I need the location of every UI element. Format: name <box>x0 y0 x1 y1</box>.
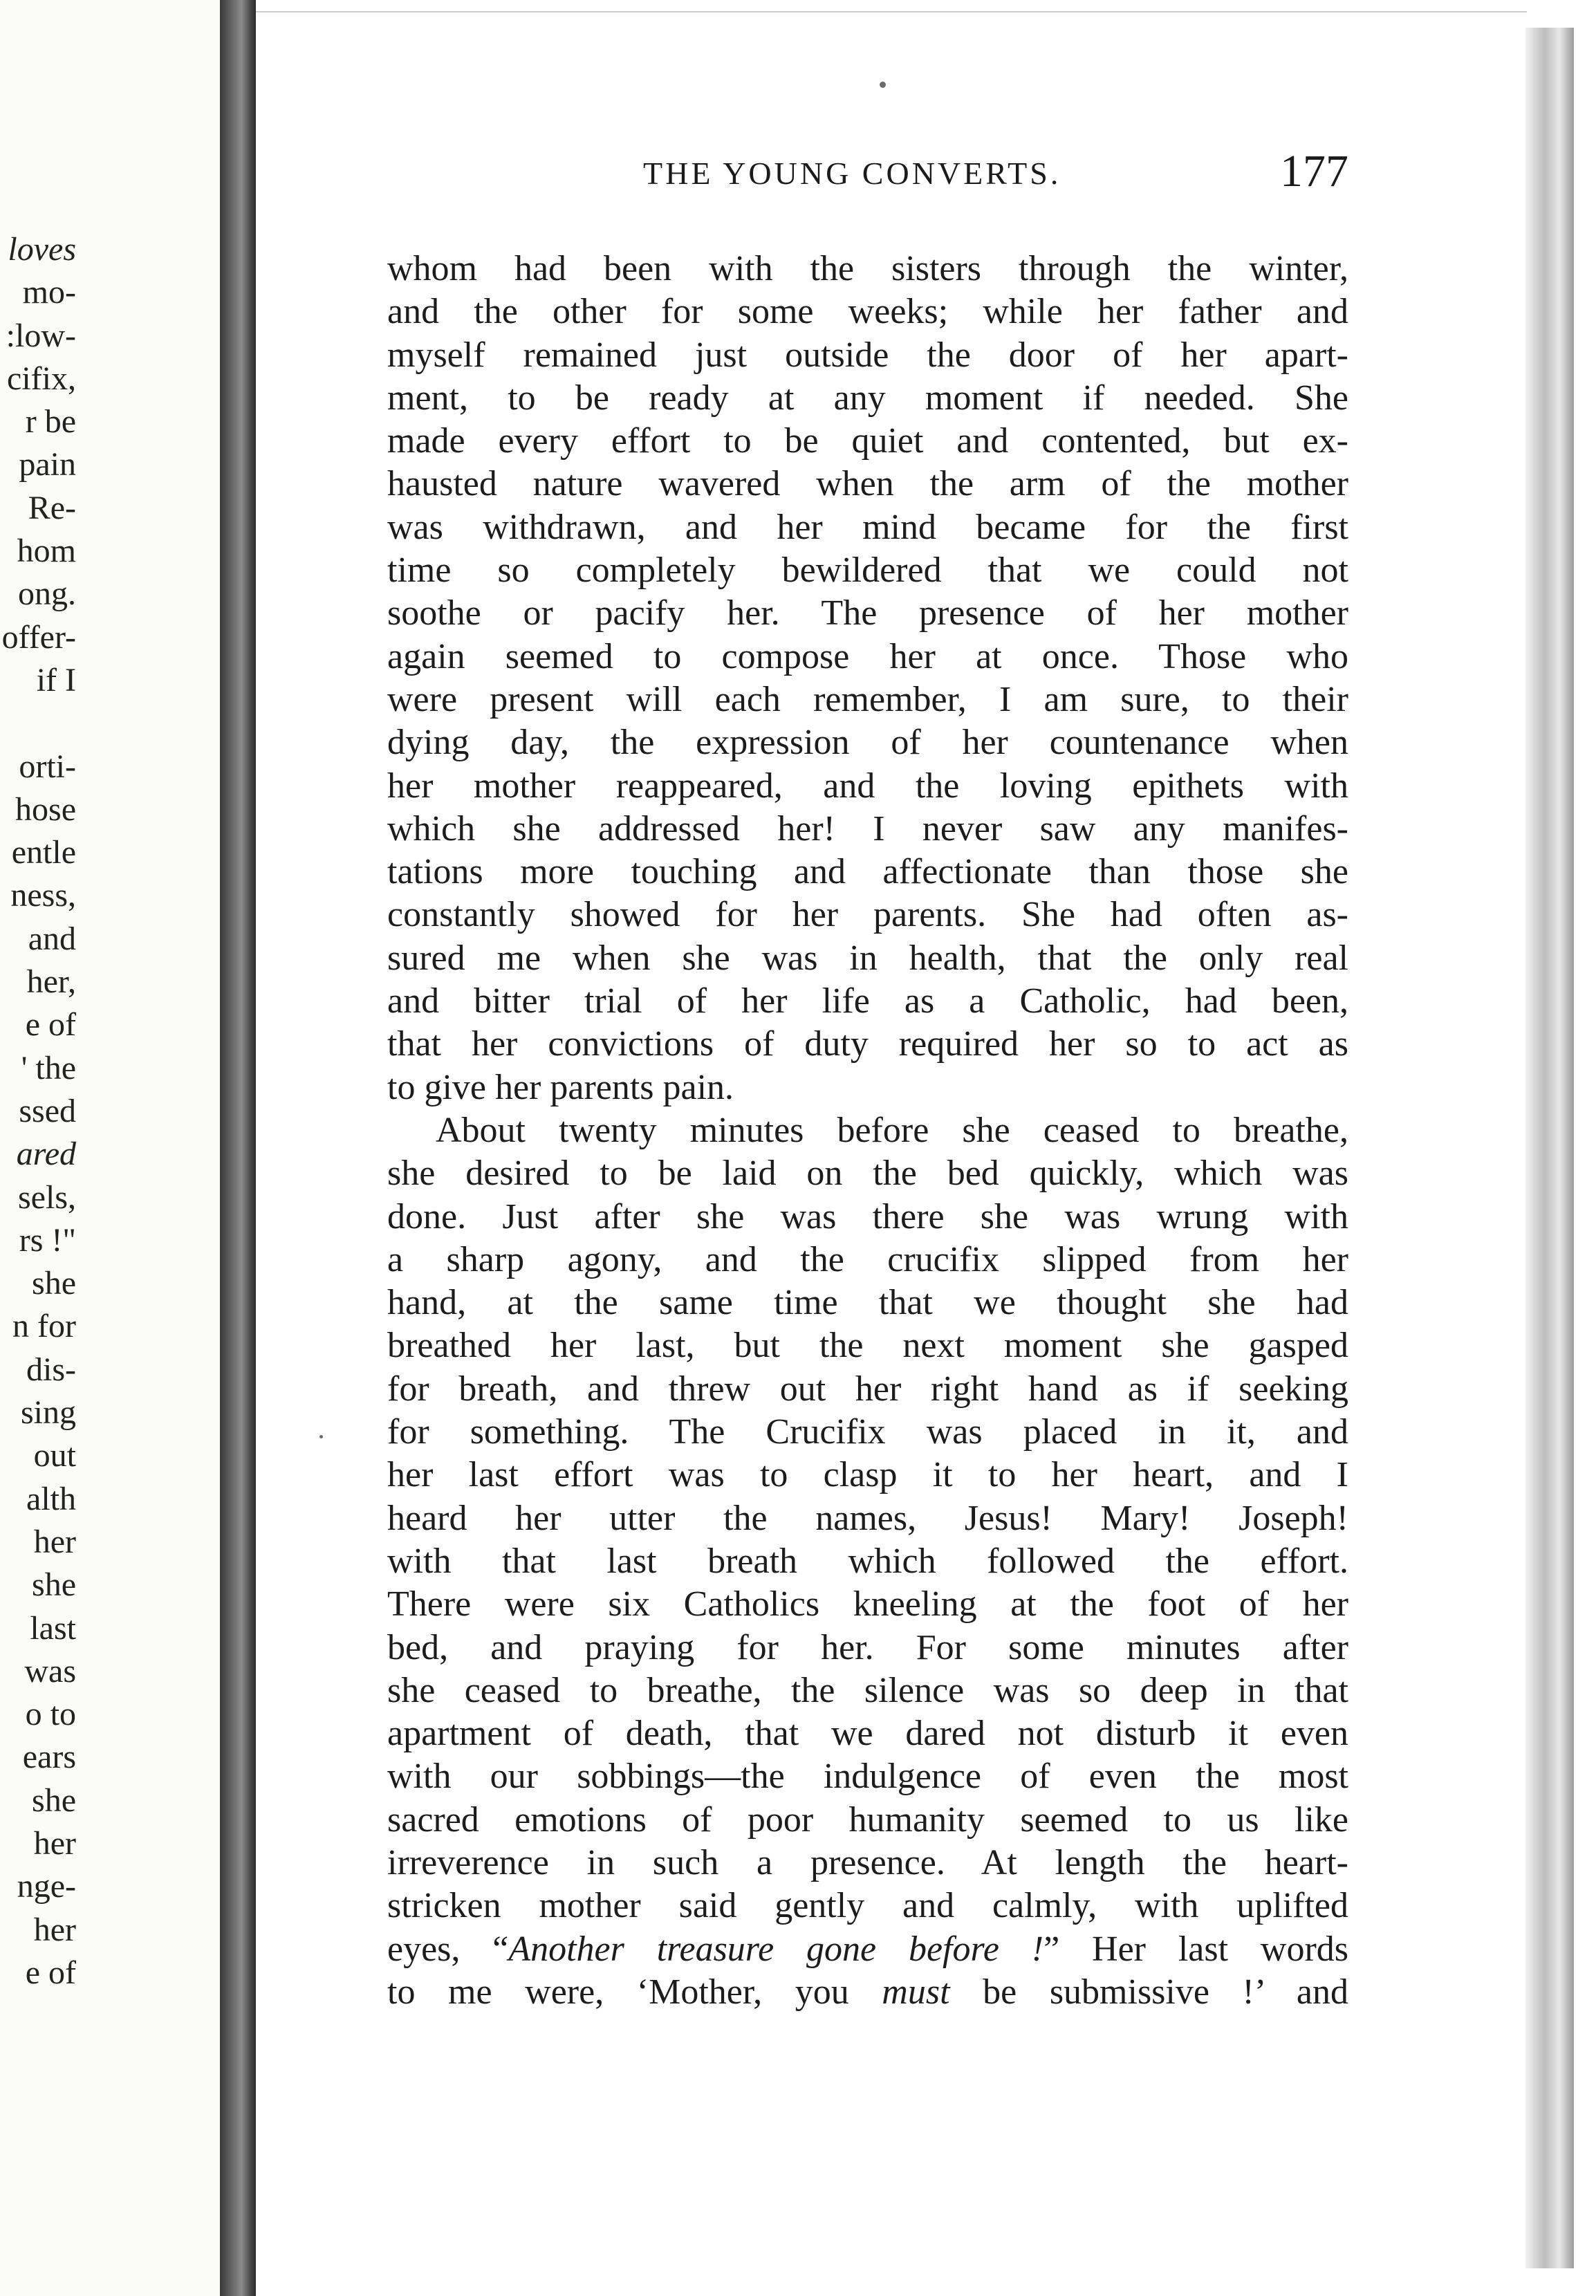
text-line: ment, to be ready at any moment if needed. She <box>387 378 1348 418</box>
left-page-line: loves <box>8 231 76 268</box>
left-page-line: she <box>32 1566 76 1604</box>
left-page-line: orti- <box>19 748 76 785</box>
left-page-line: Re- <box>28 489 76 526</box>
text-line: to give her parents pain. <box>387 1067 734 1107</box>
left-page-line: e of <box>25 1006 76 1044</box>
left-page-line: e of <box>25 1954 76 1991</box>
left-page-line: alth <box>26 1480 76 1517</box>
left-page-line: n for <box>12 1308 76 1345</box>
text-run: ” Her last words <box>1043 1929 1348 1969</box>
book-gutter <box>220 0 256 2296</box>
left-page-line: and <box>28 920 76 957</box>
left-page-text <box>0 228 232 1994</box>
text-line: hausted nature wavered when the arm of the mother <box>387 464 1348 504</box>
running-head <box>387 145 1348 201</box>
text-line: bed, and praying for her. For some minutes after <box>387 1627 1348 1667</box>
text-line: her last effort was to clasp it to her heart, and I <box>387 1455 1348 1495</box>
text-line: hand, at the same time that we thought she had <box>387 1283 1348 1323</box>
left-page-line: she <box>32 1781 76 1819</box>
text-line: for breath, and threw out her right hand as if seeking <box>387 1369 1348 1409</box>
body-text <box>387 248 1348 2014</box>
italic-phrase: Another treasure gone before ! <box>508 1929 1044 1969</box>
text-line: heard her utter the names, Jesus! Mary! Joseph! <box>387 1498 1348 1538</box>
text-line: stricken mother said gently and calmly, with uplifted <box>387 1886 1348 1926</box>
ink-speck <box>319 1435 323 1438</box>
text-line: a sharp agony, and the crucifix slipped from her <box>387 1239 1348 1279</box>
left-page-line: out <box>33 1437 76 1474</box>
text-line: made every effort to be quiet and contented, but ex- <box>387 421 1348 461</box>
text-line: soothe or pacify her. The presence of her mother <box>387 593 1348 633</box>
text-line: she ceased to breathe, the silence was so deep in that <box>387 1670 1348 1710</box>
page-edge <box>1525 28 1574 2268</box>
left-page-line: r be <box>25 403 76 441</box>
text-line <box>387 1971 1348 2014</box>
running-title: THE YOUNG CONVERTS. <box>643 156 1061 191</box>
left-page-line <box>0 702 232 745</box>
left-page-line: her <box>33 1824 76 1862</box>
left-page-line: pain <box>19 446 76 483</box>
left-page-line: o to <box>25 1696 76 1733</box>
text-line: and bitter trial of her life as a Catholic, had been, <box>387 981 1348 1021</box>
text-line: with that last breath which followed the effort. <box>387 1541 1348 1581</box>
text-line: sacred emotions of poor humanity seemed to us like <box>387 1799 1348 1840</box>
left-page-line: mo- <box>22 274 76 311</box>
left-page-line: entle <box>11 834 76 871</box>
text-line: which she addressed her! I never saw any manifes- <box>387 808 1348 849</box>
left-page-line: nge- <box>17 1868 76 1905</box>
left-page-line: ness, <box>10 877 76 914</box>
text-line: sured me when she was in health, that the only real <box>387 938 1348 978</box>
text-line: time so completely bewildered that we could not <box>387 550 1348 591</box>
text-line: About twenty minutes before she ceased to breathe, <box>436 1110 1348 1150</box>
text-line: and the other for some weeks; while her father and <box>387 292 1348 332</box>
left-page-line: dis- <box>26 1351 76 1388</box>
left-page-line: cifix, <box>7 360 76 397</box>
left-page-line: offer- <box>1 618 76 656</box>
left-page-line: was <box>24 1652 76 1689</box>
text-line: constantly showed for her parents. She had often as- <box>387 895 1348 935</box>
text-line: tations more touching and affectionate than those she <box>387 852 1348 892</box>
text-line: There were six Catholics kneeling at the foot of her <box>387 1584 1348 1624</box>
text-run: to me were, ‘Mother, you <box>387 1972 882 2012</box>
text-run: eyes, “ <box>387 1929 509 1969</box>
text-line: with our sobbings—the indulgence of even the most <box>387 1757 1348 1797</box>
page-number: 177 <box>1280 146 1348 196</box>
left-page-line: her, <box>26 963 76 1001</box>
left-page-line: :low- <box>6 317 76 354</box>
left-page-line: hose <box>15 790 76 828</box>
text-run: be submissive !’ and <box>949 1972 1348 2012</box>
left-page-line: rs !" <box>19 1221 76 1259</box>
text-line: that her convictions of duty required her so to act as <box>387 1024 1348 1064</box>
text-line: for something. The Crucifix was placed in it, and <box>387 1412 1348 1452</box>
italic-phrase: must <box>882 1972 950 2012</box>
text-line: done. Just after she was there she was wrung with <box>387 1196 1348 1237</box>
left-page-line: last <box>30 1609 76 1647</box>
text-line: again seemed to compose her at once. Those who <box>387 636 1348 676</box>
left-page-fragment <box>0 0 233 2296</box>
left-page-line: sing <box>20 1394 76 1432</box>
text-line: were present will each remember, I am sure, to their <box>387 679 1348 719</box>
text-line: dying day, the expression of her countenance when <box>387 723 1348 763</box>
text-line: was withdrawn, and her mind became for the first <box>387 507 1348 547</box>
left-page-line: hom <box>17 533 76 570</box>
text-line: breathed her last, but the next moment she gasped <box>387 1326 1348 1366</box>
text-line: her mother reappeared, and the loving epithets with <box>387 766 1348 806</box>
left-page-line: ong. <box>18 575 76 613</box>
left-page-line: ssed <box>19 1092 76 1129</box>
left-page-line: ears <box>22 1739 76 1776</box>
left-page-line: her <box>33 1523 76 1560</box>
left-page-line: she <box>32 1265 76 1302</box>
text-line: apartment of death, that we dared not disturb it even <box>387 1714 1348 1754</box>
left-page-line: ' the <box>21 1049 76 1086</box>
text-line: irreverence in such a presence. At length the heart- <box>387 1842 1348 1882</box>
text-line: whom had been with the sisters through the winter, <box>387 249 1348 288</box>
left-page-line: her <box>33 1911 76 1948</box>
left-page-line: ared <box>16 1136 76 1173</box>
left-page-line: if I <box>36 661 76 698</box>
ink-speck <box>880 82 886 88</box>
text-line <box>387 1928 1348 1971</box>
left-page-line: sels, <box>18 1178 76 1216</box>
text-line: she desired to be laid on the bed quickly, which was <box>387 1154 1348 1194</box>
text-line: myself remained just outside the door of her apart- <box>387 335 1348 375</box>
